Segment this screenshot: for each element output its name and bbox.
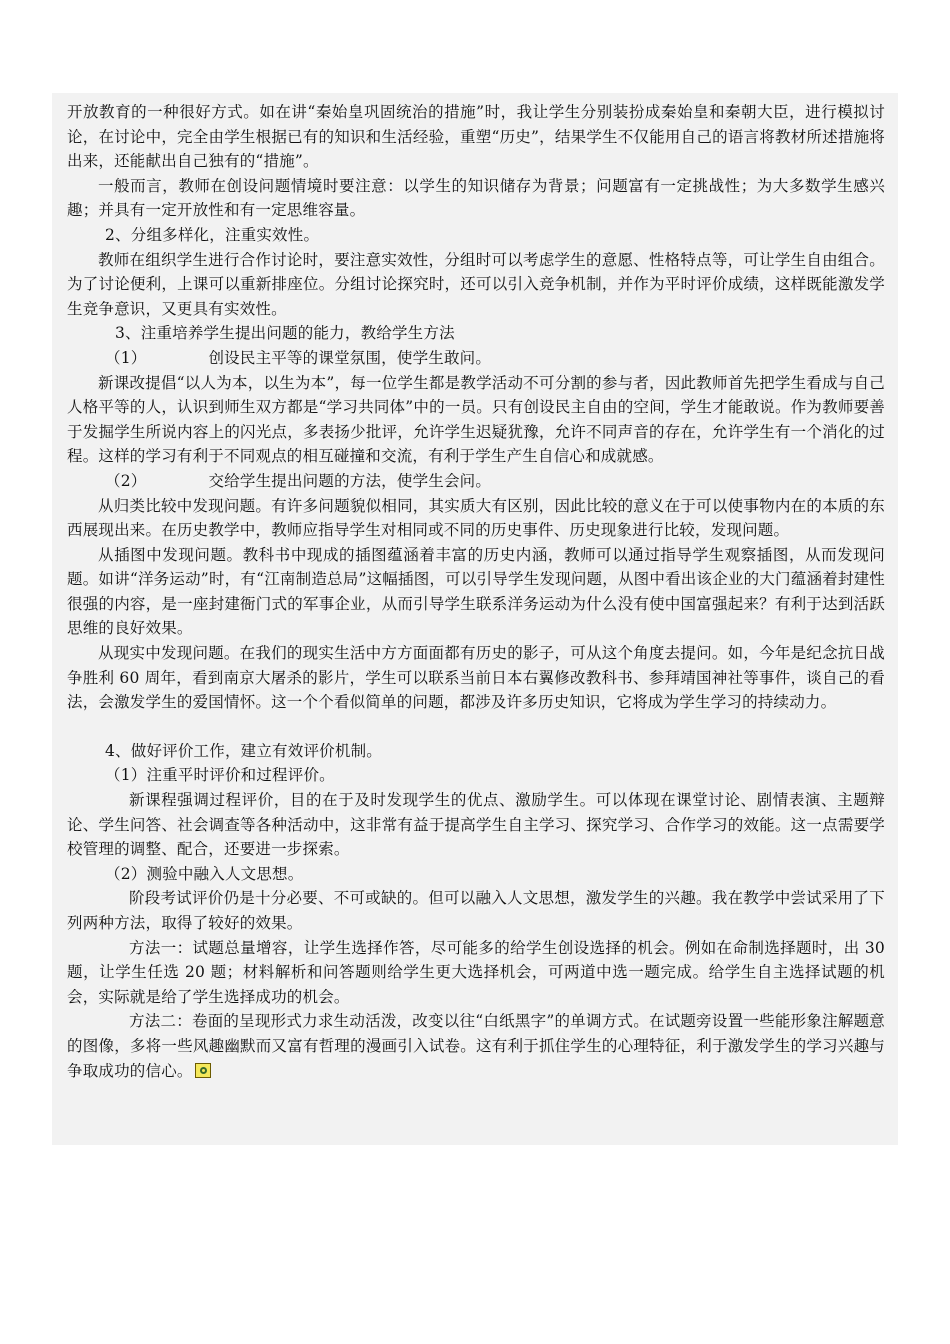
list-item-1-text: 创设民主平等的课堂氛围，使学生敢问。 (208, 348, 492, 367)
blank-line (67, 715, 885, 739)
method-two-text: 方法二：卷面的呈现形式力求生动活泼，改变以往“白纸黑字”的单调方式。在试题旁设置一些能形象注解题意的图像，多将一些风趣幽默而又富有哲理的漫画引入试卷。这有利于抓住学生的心理特征，利于激发学生的学习兴趣与争取成功的信心。 (67, 1012, 885, 1080)
paragraph-method-one: 方法一：试题总量增容，让学生选择作答，尽可能多的给学生创设选择的机会。例如在命制选择题时，出 30 题，让学生任选 20 题；材料解析和问答题则给学生更大选择机会，可两道中选一题完成。给学生自主选择试题的机会，实际就是给了学生选择成功的机会。 (67, 938, 885, 1006)
subheading-humanistic-testing: （2）测验中融入人文思想。 (105, 864, 304, 883)
heading-evaluation: 4、做好评价工作，建立有效评价机制。 (105, 741, 382, 760)
paragraph-method-two (67, 1009, 885, 1083)
list-item-2 (67, 469, 885, 494)
list-item-2-number: （2） (105, 471, 147, 490)
paragraph-humanistic-testing: 阶段考试评价仍是十分必要、不可或缺的。但可以融入人文思想，激发学生的兴趣。我在教学中尝试采用了下列两种方法，取得了较好的效果。 (67, 889, 885, 932)
list-item-2-text: 交给学生提出问题的方法，使学生会问。 (208, 471, 492, 490)
heading-grouping: 2、分组多样化，注重实效性。 (105, 225, 320, 244)
paragraph-illustration: 从插图中发现问题。教科书中现成的插图蕴涵着丰富的历史内涵，教师可以通过指导学生观察插图，从而发现问题。如讲“洋务运动”时，有“江南制造总局”这幅插图，可以引导学生发现问题，从图中看出该企业的大门蕴涵着封建性很强的内容，是一座封建衙门式的军事企业，从而引导学生联系洋务运动为什么没有使中国富强起来？有利于达到活跃思维的良好效果。 (67, 545, 885, 638)
paragraph-reality: 从现实中发现问题。在我们的现实生活中方方面面都有历史的影子，可从这个角度去提问。如，今年是纪念抗日战争胜利 60 周年，看到南京大屠杀的影片，学生可以联系当前日本右翼修改教科书、参拜靖国神社等事件，谈自己的看法，会激发学生的爱国情怀。这一个个看似简单的问题，都涉及许多历史知识，它将成为学生学习的持续动力。 (67, 644, 885, 712)
paragraph-question-context: 一般而言，教师在创设问题情境时要注意：以学生的知识储存为背景；问题富有一定挑战性；为大多数学生感兴趣；并具有一定开放性和有一定思维容量。 (67, 176, 885, 220)
document-body (67, 100, 885, 1083)
paragraph-process-evaluation: 新课程强调过程评价，目的在于及时发现学生的优点、激励学生。可以体现在课堂讨论、剧情表演、主题辩论、学生问答、社会调查等各种活动中，这非常有益于提高学生自主学习、探究学习、合作学习的效能。这一点需要学校管理的调整、配合，还要进一步探索。 (67, 791, 885, 859)
paragraph-democracy: 新课改提倡“以人为本，以生为本”，每一位学生都是教学活动不可分割的参与者，因此教师首先把学生看成与自己人格平等的人，认识到师生双方都是“学习共同体”中的一员。只有创设民主自由的空间，学生才能敢说。作为教师要善于发掘学生所说内容上的闪光点，多表扬少批评，允许学生迟疑犹豫，允许不同声音的存在，允许学生有一个消化的过程。这样的学习有利于不同观点的相互碰撞和交流，有利于学生产生自信心和成就感。 (67, 373, 885, 466)
subheading-process-evaluation: （1）注重平时评价和过程评价。 (105, 766, 335, 785)
list-item-1-number: （1） (105, 348, 147, 367)
list-item-1 (67, 346, 885, 371)
tag-icon[interactable] (195, 1063, 211, 1078)
paragraph-grouping: 教师在组织学生进行合作讨论时，要注意实效性，分组时可以考虑学生的意愿、性格特点等，可让学生自由组合。为了讨论便利，上课可以重新排座位。分组讨论探究时，还可以引入竞争机制，并作为平时评价成绩，这样既能激发学生竞争意识，又更具有实效性。 (67, 250, 885, 318)
paragraph-comparison: 从归类比较中发现问题。有许多问题貌似相同，其实质大有区别，因此比较的意义在于可以使事物内在的本质的东西展现出来。在历史教学中，教师应指导学生对相同或不同的历史事件、历史现象进行比较，发现问题。 (67, 496, 885, 540)
heading-questioning: 3、注重培养学生提出问题的能力，教给学生方法 (115, 324, 455, 343)
paragraph-role-play: 开放教育的一种很好方式。如在讲“秦始皇巩固统治的措施”时，我让学生分别装扮成秦始皇和秦朝大臣，进行模拟讨论，在讨论中，完全由学生根据已有的知识和生活经验，重塑“历史”，结果学生不仅能用自己的语言将教材所述措施将出来，还能献出自己独有的“措施”。 (67, 103, 885, 171)
